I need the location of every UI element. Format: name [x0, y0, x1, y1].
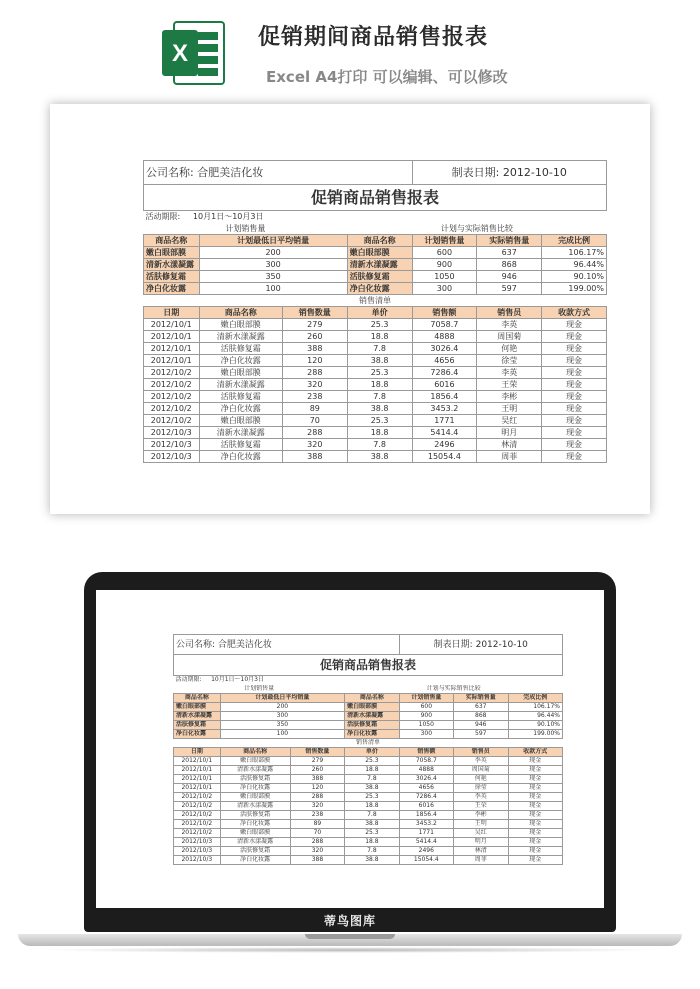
list-cell: 5414.4 — [399, 838, 453, 847]
list-section-label: 销售清单 — [359, 296, 391, 305]
list-cell: 2012/10/1 — [144, 331, 200, 343]
list-row — [144, 355, 607, 367]
list-cell: 2012/10/1 — [174, 775, 221, 784]
list-cell: 2012/10/1 — [174, 757, 221, 766]
list-cell: 18.8 — [345, 802, 399, 811]
list-cell: 4888 — [412, 331, 477, 343]
list-cell: 吴红 — [454, 829, 508, 838]
list-cell: 现金 — [542, 343, 607, 355]
list-cell: 现金 — [542, 403, 607, 415]
list-cell: 净白化妆露 — [199, 451, 282, 463]
list-cell: 89 — [290, 820, 344, 829]
plan-row: 活肤修复霜 350 活肤修复霜 1050 946 90.10% — [174, 721, 563, 730]
list-cell: 279 — [290, 757, 344, 766]
plan-header: 计划最低日平均销量 — [220, 694, 344, 703]
plan-row: 嫩白眼部膜 200 嫩白眼部膜 600 637 106.17% — [174, 703, 563, 712]
list-cell: 2012/10/2 — [144, 367, 200, 379]
list-cell: 周国菊 — [477, 331, 542, 343]
list-cell: 18.8 — [347, 427, 412, 439]
list-cell: 388 — [290, 856, 344, 865]
list-row — [174, 847, 563, 856]
laptop-notch — [305, 934, 395, 939]
list-cell: 38.8 — [345, 820, 399, 829]
list-cell: 2496 — [399, 847, 453, 856]
list-cell: 4656 — [412, 355, 477, 367]
list-cell: 320 — [290, 802, 344, 811]
report-table — [143, 160, 607, 463]
list-cell: 2012/10/3 — [174, 838, 221, 847]
plan-row: 清新水漾凝露 300 清新水漾凝露 900 868 96.44% — [174, 712, 563, 721]
list-header: 销售员 — [477, 307, 542, 319]
list-cell: 现金 — [508, 793, 563, 802]
list-row — [144, 415, 607, 427]
list-cell: 2012/10/3 — [144, 427, 200, 439]
list-row — [174, 838, 563, 847]
list-cell: 净白化妆露 — [220, 856, 290, 865]
list-cell: 现金 — [508, 757, 563, 766]
list-cell: 活肤修复霜 — [199, 439, 282, 451]
list-cell: 现金 — [542, 319, 607, 331]
list-cell: 89 — [282, 403, 347, 415]
plan-header: 商品名称 — [144, 235, 200, 247]
list-row — [174, 793, 563, 802]
list-cell: 2012/10/2 — [174, 811, 221, 820]
plan-row: 活肤修复霜 350 活肤修复霜 1050 946 90.10% — [144, 271, 607, 283]
list-header: 收款方式 — [508, 748, 563, 757]
list-cell: 现金 — [508, 856, 563, 865]
list-cell: 现金 — [542, 355, 607, 367]
list-cell: 7.8 — [347, 343, 412, 355]
list-row — [144, 367, 607, 379]
list-cell: 25.3 — [345, 757, 399, 766]
list-cell: 7.8 — [347, 439, 412, 451]
plan-section-label: 计划销售量 — [225, 223, 266, 233]
compare-header: 商品名称 — [347, 235, 412, 247]
list-cell: 2012/10/1 — [144, 355, 200, 367]
list-row — [174, 856, 563, 865]
list-cell: 4656 — [399, 784, 453, 793]
list-cell: 18.8 — [345, 766, 399, 775]
list-header: 商品名称 — [199, 307, 282, 319]
list-cell: 2012/10/1 — [174, 784, 221, 793]
list-cell: 嫩白眼部膜 — [220, 829, 290, 838]
list-cell: 25.3 — [345, 829, 399, 838]
excel-icon — [160, 20, 226, 86]
list-cell: 260 — [290, 766, 344, 775]
list-cell: 2012/10/1 — [174, 766, 221, 775]
list-cell: 徐莹 — [477, 355, 542, 367]
list-cell: 清新水漾凝露 — [220, 838, 290, 847]
company-cell: 公司名称: 合肥美洁化妆 — [174, 635, 400, 655]
list-cell: 2012/10/1 — [144, 319, 200, 331]
period-cell: 活动期限: 10月1日～10月3日 — [175, 676, 264, 684]
list-cell: 清新水漾凝露 — [199, 427, 282, 439]
compare-header: 完成比例 — [542, 235, 607, 247]
plan-row: 清新水漾凝露 300 清新水漾凝露 900 868 96.44% — [144, 259, 607, 271]
list-cell: 25.3 — [347, 319, 412, 331]
plan-header: 商品名称 — [174, 694, 221, 703]
plan-row: 净白化妆露 100 净白化妆露 300 597 199.00% — [144, 283, 607, 295]
list-cell: 现金 — [542, 379, 607, 391]
list-cell: 388 — [290, 775, 344, 784]
list-cell: 2012/10/3 — [144, 451, 200, 463]
list-row — [144, 451, 607, 463]
report-sheet-main — [143, 160, 607, 463]
compare-header: 计划销售量 — [412, 235, 477, 247]
list-cell: 2012/10/2 — [174, 820, 221, 829]
list-cell: 260 — [282, 331, 347, 343]
list-cell: 288 — [282, 367, 347, 379]
plan-header: 计划最低日平均销量 — [199, 235, 347, 247]
list-cell: 现金 — [508, 838, 563, 847]
list-cell: 7.8 — [347, 391, 412, 403]
list-cell: 3026.4 — [399, 775, 453, 784]
laptop-shadow — [40, 947, 660, 953]
list-cell: 7286.4 — [412, 367, 477, 379]
list-cell: 现金 — [542, 427, 607, 439]
list-cell: 15054.4 — [399, 856, 453, 865]
list-header: 单价 — [345, 748, 399, 757]
list-cell: 2012/10/2 — [174, 829, 221, 838]
list-row — [174, 775, 563, 784]
list-cell: 4888 — [399, 766, 453, 775]
list-section-label: 销售清单 — [355, 739, 380, 746]
list-cell: 现金 — [542, 367, 607, 379]
list-cell: 2012/10/1 — [144, 343, 200, 355]
list-cell: 明月 — [477, 427, 542, 439]
list-cell: 7058.7 — [412, 319, 477, 331]
list-cell: 现金 — [508, 802, 563, 811]
list-row — [174, 784, 563, 793]
list-cell: 周菲 — [477, 451, 542, 463]
svg-text:X: X — [171, 40, 189, 67]
list-header: 销售数量 — [290, 748, 344, 757]
laptop-brand: 蒂鸟图库 — [323, 914, 376, 928]
list-cell: 活肤修复霜 — [220, 811, 290, 820]
list-header: 商品名称 — [220, 748, 290, 757]
list-cell: 现金 — [542, 451, 607, 463]
list-cell: 25.3 — [345, 793, 399, 802]
list-cell: 2012/10/2 — [144, 415, 200, 427]
list-cell: 2012/10/3 — [174, 856, 221, 865]
list-cell: 活肤修复霜 — [220, 775, 290, 784]
list-row — [174, 820, 563, 829]
list-cell: 2012/10/2 — [174, 802, 221, 811]
plan-row: 嫩白眼部膜 200 嫩白眼部膜 600 637 106.17% — [144, 247, 607, 259]
list-cell: 320 — [282, 439, 347, 451]
list-cell: 现金 — [508, 784, 563, 793]
list-cell: 现金 — [542, 415, 607, 427]
company-cell: 公司名称: 合肥美洁化妆 — [144, 161, 413, 185]
list-cell: 清新水漾凝露 — [199, 379, 282, 391]
list-cell: 6016 — [399, 802, 453, 811]
list-row — [144, 403, 607, 415]
list-cell: 2012/10/3 — [174, 847, 221, 856]
list-row — [144, 427, 607, 439]
list-header: 日期 — [144, 307, 200, 319]
list-cell: 吴红 — [477, 415, 542, 427]
list-cell: 7.8 — [345, 847, 399, 856]
list-cell: 李彬 — [477, 391, 542, 403]
page-header — [0, 0, 700, 100]
list-cell: 3453.2 — [412, 403, 477, 415]
list-cell: 嫩白眼部膜 — [199, 319, 282, 331]
list-row — [144, 319, 607, 331]
list-cell: 25.3 — [347, 367, 412, 379]
list-cell: 现金 — [508, 811, 563, 820]
list-cell: 净白化妆露 — [220, 820, 290, 829]
compare-section-label: 计划与实际销售比较 — [440, 223, 513, 233]
list-row — [144, 379, 607, 391]
list-cell: 现金 — [508, 820, 563, 829]
list-cell: 李英 — [454, 757, 508, 766]
list-cell: 38.8 — [347, 403, 412, 415]
list-cell: 320 — [290, 847, 344, 856]
report-title: 促销商品销售报表 — [144, 185, 607, 211]
list-cell: 净白化妆露 — [199, 403, 282, 415]
list-cell: 2012/10/3 — [144, 439, 200, 451]
list-cell: 嫩白眼部膜 — [220, 757, 290, 766]
list-cell: 现金 — [508, 847, 563, 856]
list-row — [174, 766, 563, 775]
list-cell: 38.8 — [347, 451, 412, 463]
list-cell: 2496 — [412, 439, 477, 451]
period-cell: 活动期限: 10月1日～10月3日 — [145, 212, 264, 222]
report-date-cell: 制表日期: 2012-10-10 — [412, 161, 607, 185]
list-cell: 18.8 — [347, 379, 412, 391]
list-cell: 120 — [290, 784, 344, 793]
list-cell: 70 — [290, 829, 344, 838]
list-cell: 净白化妆露 — [220, 784, 290, 793]
list-cell: 388 — [282, 451, 347, 463]
list-cell: 嫩白眼部膜 — [220, 793, 290, 802]
list-cell: 3026.4 — [412, 343, 477, 355]
list-cell: 嫩白眼部膜 — [199, 415, 282, 427]
plan-section-label: 计划销售量 — [244, 684, 275, 692]
list-cell: 70 — [282, 415, 347, 427]
list-cell: 6016 — [412, 379, 477, 391]
list-cell: 7.8 — [345, 811, 399, 820]
list-row — [144, 391, 607, 403]
list-cell: 279 — [282, 319, 347, 331]
list-cell: 1856.4 — [412, 391, 477, 403]
report-table — [173, 634, 563, 865]
list-header: 日期 — [174, 748, 221, 757]
list-cell: 何艳 — [477, 343, 542, 355]
list-cell: 25.3 — [347, 415, 412, 427]
list-cell: 1771 — [412, 415, 477, 427]
compare-header: 商品名称 — [345, 694, 399, 703]
list-cell: 320 — [282, 379, 347, 391]
list-row — [144, 439, 607, 451]
list-cell: 王荣 — [454, 802, 508, 811]
list-row — [174, 811, 563, 820]
list-cell: 现金 — [542, 439, 607, 451]
list-cell: 活肤修复霜 — [199, 343, 282, 355]
list-row — [174, 757, 563, 766]
list-cell: 388 — [282, 343, 347, 355]
list-cell: 李彬 — [454, 811, 508, 820]
list-cell: 2012/10/2 — [144, 379, 200, 391]
list-cell: 2012/10/2 — [144, 403, 200, 415]
list-cell: 李英 — [477, 367, 542, 379]
list-cell: 现金 — [508, 829, 563, 838]
report-sheet-laptop — [173, 634, 563, 865]
list-cell: 活肤修复霜 — [199, 391, 282, 403]
list-cell: 238 — [282, 391, 347, 403]
list-cell: 现金 — [508, 775, 563, 784]
list-cell: 明月 — [454, 838, 508, 847]
list-row — [144, 331, 607, 343]
list-cell: 活肤修复霜 — [220, 847, 290, 856]
plan-row: 净白化妆露 100 净白化妆露 300 597 199.00% — [174, 730, 563, 739]
list-cell: 38.8 — [347, 355, 412, 367]
compare-header: 实际销售量 — [454, 694, 508, 703]
list-cell: 18.8 — [345, 838, 399, 847]
list-header: 单价 — [347, 307, 412, 319]
list-cell: 18.8 — [347, 331, 412, 343]
page-title: 促销期间商品销售报表 — [258, 25, 489, 50]
list-cell: 现金 — [508, 766, 563, 775]
list-cell: 3453.2 — [399, 820, 453, 829]
list-row — [174, 829, 563, 838]
list-header: 收款方式 — [542, 307, 607, 319]
list-header: 销售额 — [399, 748, 453, 757]
list-cell: 238 — [290, 811, 344, 820]
list-cell: 王明 — [454, 820, 508, 829]
list-cell: 嫩白眼部膜 — [199, 367, 282, 379]
list-cell: 何艳 — [454, 775, 508, 784]
list-cell: 15054.4 — [412, 451, 477, 463]
list-cell: 李英 — [477, 319, 542, 331]
list-header: 销售额 — [412, 307, 477, 319]
list-row — [144, 343, 607, 355]
list-cell: 7286.4 — [399, 793, 453, 802]
list-cell: 徐莹 — [454, 784, 508, 793]
list-cell: 7058.7 — [399, 757, 453, 766]
page-subtitle: Excel A4打印 可以编辑、可以修改 — [266, 68, 508, 86]
compare-header: 计划销售量 — [399, 694, 453, 703]
list-cell: 周国菊 — [454, 766, 508, 775]
list-row — [174, 802, 563, 811]
list-cell: 王荣 — [477, 379, 542, 391]
list-cell: 林清 — [454, 847, 508, 856]
list-cell: 288 — [290, 838, 344, 847]
list-cell: 李英 — [454, 793, 508, 802]
list-cell: 清新水漾凝露 — [220, 766, 290, 775]
list-cell: 1856.4 — [399, 811, 453, 820]
list-cell: 38.8 — [345, 856, 399, 865]
list-cell: 38.8 — [345, 784, 399, 793]
list-cell: 清新水漾凝露 — [199, 331, 282, 343]
report-date-cell: 制表日期: 2012-10-10 — [399, 635, 562, 655]
report-title: 促销商品销售报表 — [174, 655, 563, 676]
list-cell: 288 — [290, 793, 344, 802]
list-cell: 2012/10/2 — [144, 391, 200, 403]
list-cell: 2012/10/2 — [174, 793, 221, 802]
compare-header: 实际销售量 — [477, 235, 542, 247]
list-cell: 120 — [282, 355, 347, 367]
list-cell: 现金 — [542, 331, 607, 343]
list-cell: 净白化妆露 — [199, 355, 282, 367]
list-cell: 王明 — [477, 403, 542, 415]
list-cell: 1771 — [399, 829, 453, 838]
list-cell: 5414.4 — [412, 427, 477, 439]
list-cell: 周菲 — [454, 856, 508, 865]
list-cell: 288 — [282, 427, 347, 439]
list-cell: 7.8 — [345, 775, 399, 784]
list-header: 销售员 — [454, 748, 508, 757]
list-header: 销售数量 — [282, 307, 347, 319]
list-cell: 现金 — [542, 391, 607, 403]
list-cell: 林清 — [477, 439, 542, 451]
list-cell: 清新水漾凝露 — [220, 802, 290, 811]
compare-header: 完成比例 — [508, 694, 563, 703]
compare-section-label: 计划与实际销售比较 — [426, 684, 481, 692]
